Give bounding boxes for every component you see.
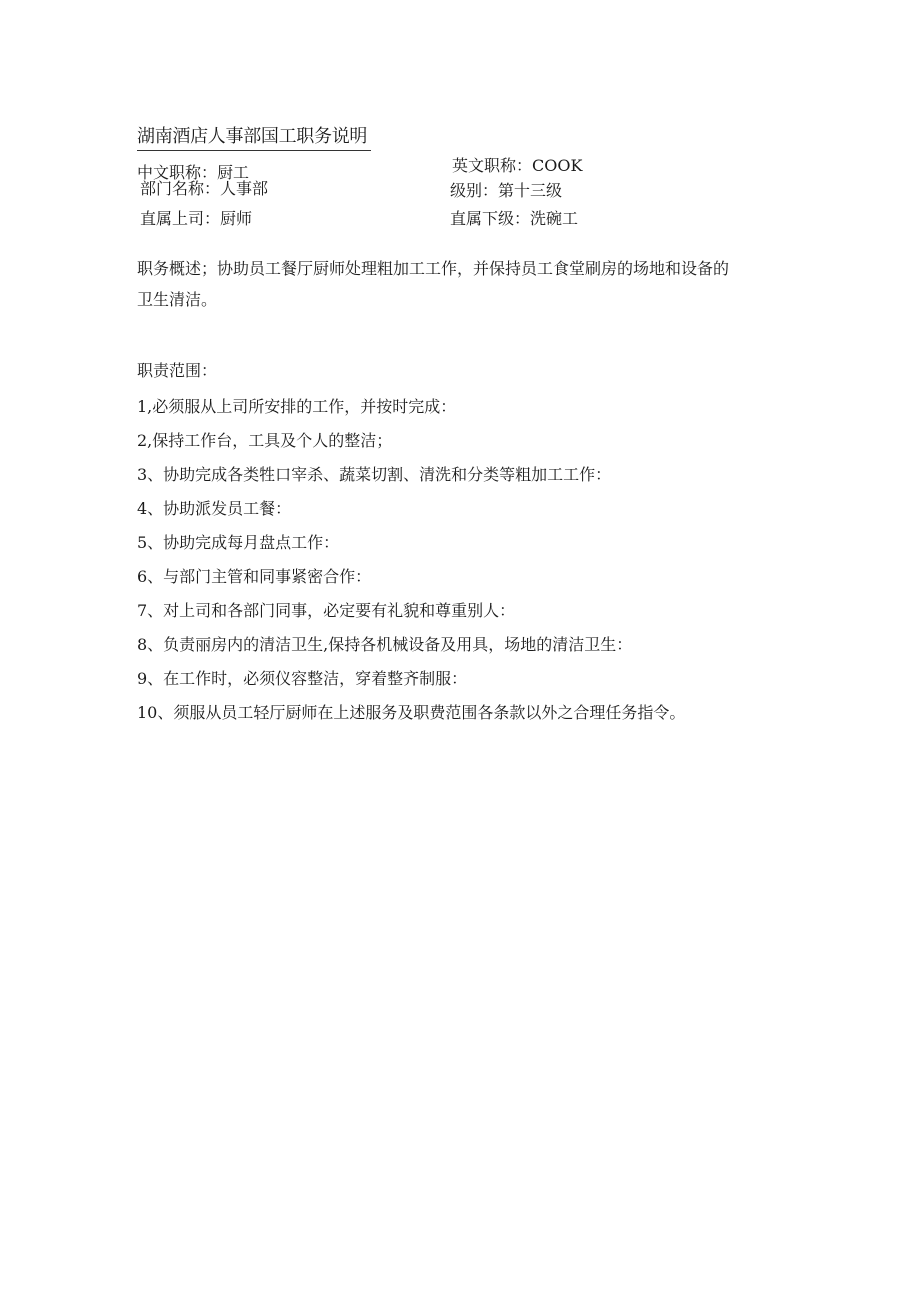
chinese-title-value: 厨工 bbox=[217, 163, 250, 182]
document-title: 湖南酒店人事部国工职务说明 bbox=[137, 124, 371, 151]
summary-text: 协助员工餐厅厨师处理粗加工工作，并保持员工食堂刷房的场地和设备的卫生清洁。 bbox=[137, 259, 730, 309]
department-value: 人事部 bbox=[220, 179, 269, 198]
responsibility-item: 9、在工作时，必须仪容整洁，穿着整齐制服： bbox=[137, 669, 468, 688]
responsibility-item: 2,保持工作台，工具及个人的整洁； bbox=[137, 431, 393, 450]
responsibilities-heading: 职责范围： bbox=[137, 361, 218, 380]
responsibility-item: 6、与部门主管和同事紧密合作： bbox=[137, 567, 372, 586]
superior-field bbox=[140, 208, 252, 230]
summary-heading: 职务概述； bbox=[137, 259, 218, 278]
level-field bbox=[450, 180, 562, 202]
subordinate-label: 直属下级： bbox=[450, 209, 531, 228]
superior-value: 厨师 bbox=[220, 209, 253, 228]
level-label: 级别： bbox=[450, 181, 499, 200]
superior-label: 直属上司： bbox=[140, 209, 221, 228]
responsibility-item: 7、对上司和各部门同事，必定要有礼貌和尊重别人： bbox=[137, 601, 516, 620]
department-field bbox=[140, 178, 268, 200]
responsibility-item: 3、协助完成各类牲口宰杀、蔬菜切割、清洗和分类等粗加工工作： bbox=[137, 465, 612, 484]
subordinate-value: 洗碗工 bbox=[530, 209, 579, 228]
level-value: 第十三级 bbox=[498, 181, 563, 200]
english-title-label: 英文职称： bbox=[452, 156, 533, 175]
subordinate-field bbox=[450, 208, 578, 230]
responsibility-item: 8、负责丽房内的清洁卫生,保持各机械设备及用具，场地的清洁卫生： bbox=[137, 635, 633, 654]
responsibility-item: 5、协助完成每月盘点工作： bbox=[137, 533, 340, 552]
responsibility-item: 4、协助派发员工餐： bbox=[137, 499, 292, 518]
responsibility-item: 1,必须服从上司所安排的工作，并按时完成： bbox=[137, 397, 457, 416]
responsibility-item: 10、须服从员工轻厅厨师在上述服务及职费范围各条款以外之合理任务指令。 bbox=[137, 703, 686, 722]
english-title-field bbox=[452, 155, 582, 177]
chinese-title-label: 中文职称： bbox=[137, 163, 218, 182]
job-summary bbox=[137, 253, 737, 315]
english-title-value: COOK bbox=[532, 156, 583, 175]
responsibilities-list bbox=[137, 390, 737, 730]
department-label: 部门名称： bbox=[140, 179, 221, 198]
